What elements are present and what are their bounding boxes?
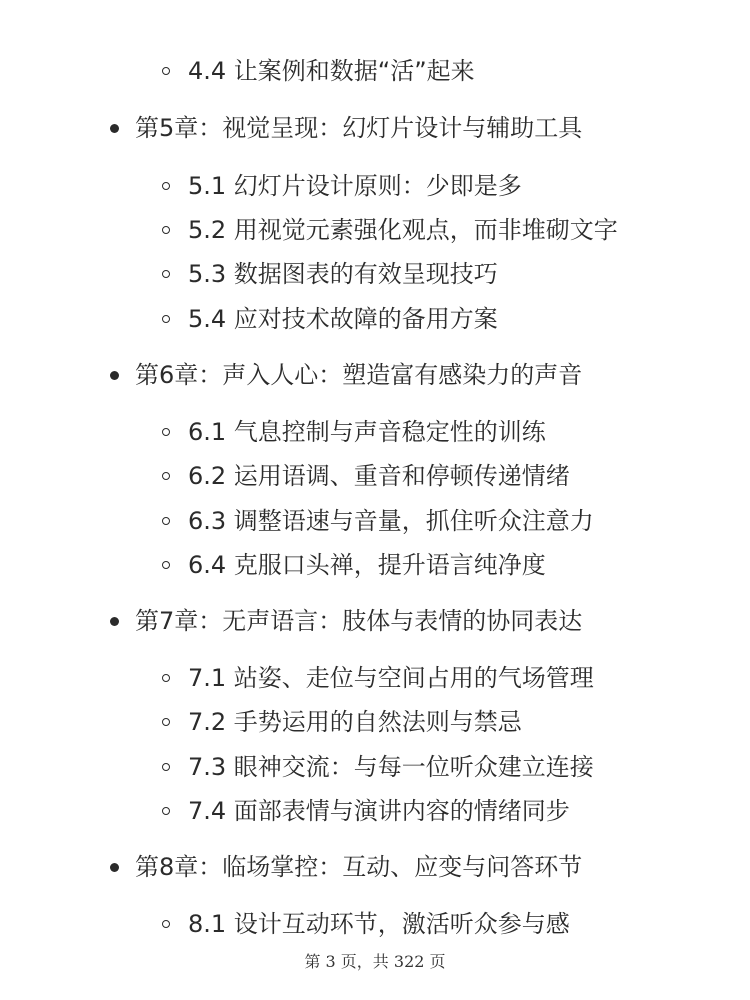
toc-chapter-item: 第8章：临场掌控：互动、应变与问答环节 [135, 853, 583, 881]
chapter-bullet-icon [110, 124, 119, 133]
toc-section-item: 6.3 调整语速与音量，抓住听众注意力 [188, 507, 594, 535]
toc-section-item: 7.2 手势运用的自然法则与禁忌 [188, 708, 522, 736]
section-bullet-icon [162, 182, 170, 190]
chapter-bullet-icon [110, 371, 119, 380]
section-bullet-icon [162, 920, 170, 928]
section-bullet-icon [162, 472, 170, 480]
toc-section-item: 8.1 设计互动环节，激活听众参与感 [188, 910, 570, 938]
section-bullet-icon [162, 517, 170, 525]
toc-section-item: 5.1 幻灯片设计原则：少即是多 [188, 172, 522, 200]
toc-section-item: 6.2 运用语调、重音和停顿传递情绪 [188, 462, 570, 490]
section-bullet-icon [162, 315, 170, 323]
toc-section-item: 5.4 应对技术故障的备用方案 [188, 305, 498, 333]
toc-section-item: 5.3 数据图表的有效呈现技巧 [188, 260, 498, 288]
toc-section-item: 5.2 用视觉元素强化观点，而非堆砌文字 [188, 216, 618, 244]
toc-chapter-item: 第7章：无声语言：肢体与表情的协同表达 [135, 607, 583, 635]
section-bullet-icon [162, 67, 170, 75]
section-bullet-icon [162, 428, 170, 436]
section-bullet-icon [162, 718, 170, 726]
section-bullet-icon [162, 226, 170, 234]
section-bullet-icon [162, 561, 170, 569]
section-bullet-icon [162, 763, 170, 771]
toc-chapter-item: 第5章：视觉呈现：幻灯片设计与辅助工具 [135, 114, 583, 142]
toc-chapter-item: 第6章：声入人心：塑造富有感染力的声音 [135, 361, 583, 389]
toc-section-item: 6.4 克服口头禅，提升语言纯净度 [188, 551, 546, 579]
chapter-bullet-icon [110, 863, 119, 872]
chapter-bullet-icon [110, 617, 119, 626]
section-bullet-icon [162, 270, 170, 278]
section-bullet-icon [162, 674, 170, 682]
section-bullet-icon [162, 807, 170, 815]
toc-section-item: 7.4 面部表情与演讲内容的情绪同步 [188, 797, 570, 825]
toc-section-item: 7.1 站姿、走位与空间占用的气场管理 [188, 664, 594, 692]
page-number-footer: 第 3 页，共 322 页 [304, 952, 446, 971]
toc-section-item: 6.1 气息控制与声音稳定性的训练 [188, 418, 546, 446]
toc-section-item: 7.3 眼神交流：与每一位听众建立连接 [188, 753, 594, 781]
toc-section-item: 4.4 让案例和数据“活”起来 [188, 57, 475, 85]
